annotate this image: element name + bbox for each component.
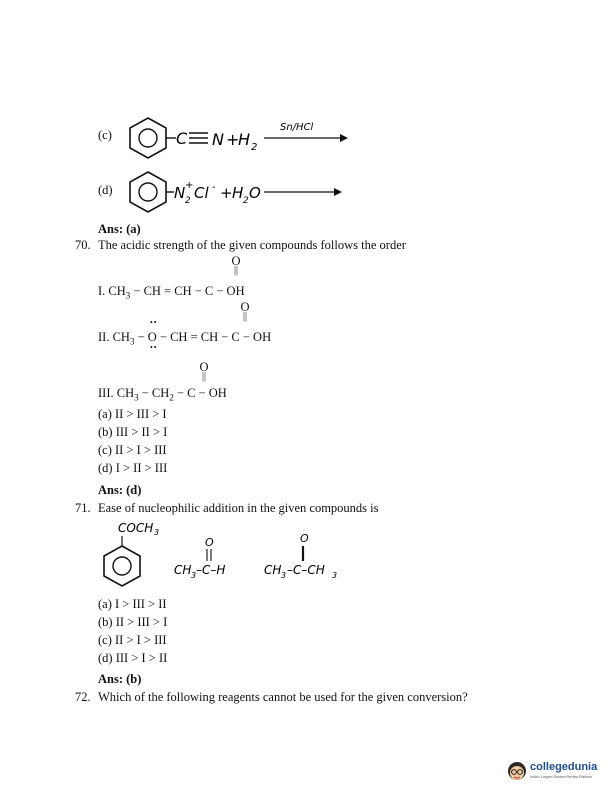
q71-s2-ch: CH — [174, 563, 192, 577]
q71-s3-oxygen: O — [300, 532, 309, 545]
q69-c-label: (c) — [98, 128, 112, 142]
q71-structures — [96, 518, 366, 596]
q71-option-d: (d) III > I > II — [98, 651, 168, 665]
q70-II-lone-pair-bottom: •• — [150, 343, 158, 352]
q71-s3-rest: –C–CH — [287, 563, 325, 577]
benzene-ring-icon — [104, 546, 140, 586]
q69-c-nitrogen: N — [212, 130, 224, 149]
q71-s2-oxygen: O — [205, 536, 214, 549]
q69-d-h-sub: 2 — [243, 196, 249, 206]
q70-compound-I: I. $CH_3$ − CH = CH − C − OH — [98, 284, 245, 301]
q70-option-d: (d) I > II > III — [98, 461, 168, 475]
q69-c-reagent: Sn/HCl — [280, 122, 314, 133]
q70-answer: Ans: (d) — [98, 483, 142, 497]
mascot-icon — [506, 760, 528, 782]
q70-option-b: (b) III > II > I — [98, 425, 168, 439]
q69-d-n-sub: 2 — [185, 196, 191, 206]
q69-c-structure — [128, 112, 358, 162]
q70-III-carbonyl: O || — [199, 360, 209, 382]
q69-c-carbon: C — [176, 129, 188, 148]
q71-answer: Ans: (b) — [98, 672, 142, 686]
benzene-ring-icon — [130, 172, 166, 212]
q72-question: Which of the following reagents cannot be used for the given conversion? — [98, 690, 468, 704]
q70-II-lone-pair-top: •• — [150, 318, 158, 327]
q71-s3-sub: 3 — [281, 571, 287, 580]
q69-answer: Ans: (a) — [98, 222, 141, 236]
q71-s3-sub2: 3 — [332, 571, 338, 580]
q70-compound-III: III. $CH_3 - CH_2 - C$ − OH — [98, 386, 227, 403]
q70-options — [98, 405, 167, 477]
q69-d-cl-charge: - — [212, 182, 216, 193]
q69-d-structure — [128, 166, 358, 216]
q71-option-b: (b) II > III > I — [98, 615, 168, 629]
q69-d-chloride: Cl — [194, 184, 209, 202]
q71-option-a: (a) I > III > II — [98, 597, 167, 611]
q70-compound-II: II. $CH_3 - O$ − CH = CH − C − OH — [98, 330, 272, 347]
q71-number: 71. — [75, 501, 91, 515]
q71-s1-sub: 3 — [154, 528, 160, 537]
q72-number: 72. — [75, 690, 91, 704]
q70-I-carbonyl: O || — [231, 254, 241, 276]
q69-c-h-sub: 2 — [251, 142, 258, 153]
logo-tagline: India's Largest Student Review Platform — [530, 775, 593, 779]
collegedunia-logo — [506, 758, 606, 784]
q70-question: The acidic strength of the given compounds follows the order — [98, 238, 406, 252]
q71-option-c: (c) II > I > III — [98, 633, 167, 647]
q70-II-carbonyl: O || — [240, 300, 250, 322]
q71-s3-ch: CH — [264, 563, 282, 577]
q69-d-nitrogen: N — [174, 184, 186, 202]
q70-number: 70. — [75, 238, 91, 252]
reaction-arrow-icon — [264, 134, 348, 142]
q71-options — [98, 595, 167, 667]
q69-d-plus: + — [220, 184, 233, 202]
triple-bond-icon — [189, 133, 208, 143]
q69-d-charge: + — [185, 180, 194, 191]
q71-question: Ease of nucleophilic addition in the given compounds is — [98, 501, 379, 515]
q70-option-a: (a) II > III > I — [98, 407, 167, 421]
q69-c-hydrogen: H — [238, 130, 251, 149]
q70-option-c: (c) II > I > III — [98, 443, 167, 457]
reaction-arrow-icon — [264, 188, 342, 196]
q69-c-plus: + — [226, 130, 240, 149]
q69-d-label: (d) — [98, 183, 113, 197]
q71-s2-sub: 3 — [191, 571, 197, 580]
benzene-ring-icon — [130, 118, 166, 158]
q71-s2-rest: –C–H — [196, 563, 226, 577]
q69-d-hydrogen: H — [232, 184, 244, 202]
logo-name: collegedunia — [530, 761, 598, 773]
q71-s1-label: COCH — [118, 521, 154, 535]
q69-d-oxygen: O — [249, 184, 261, 202]
